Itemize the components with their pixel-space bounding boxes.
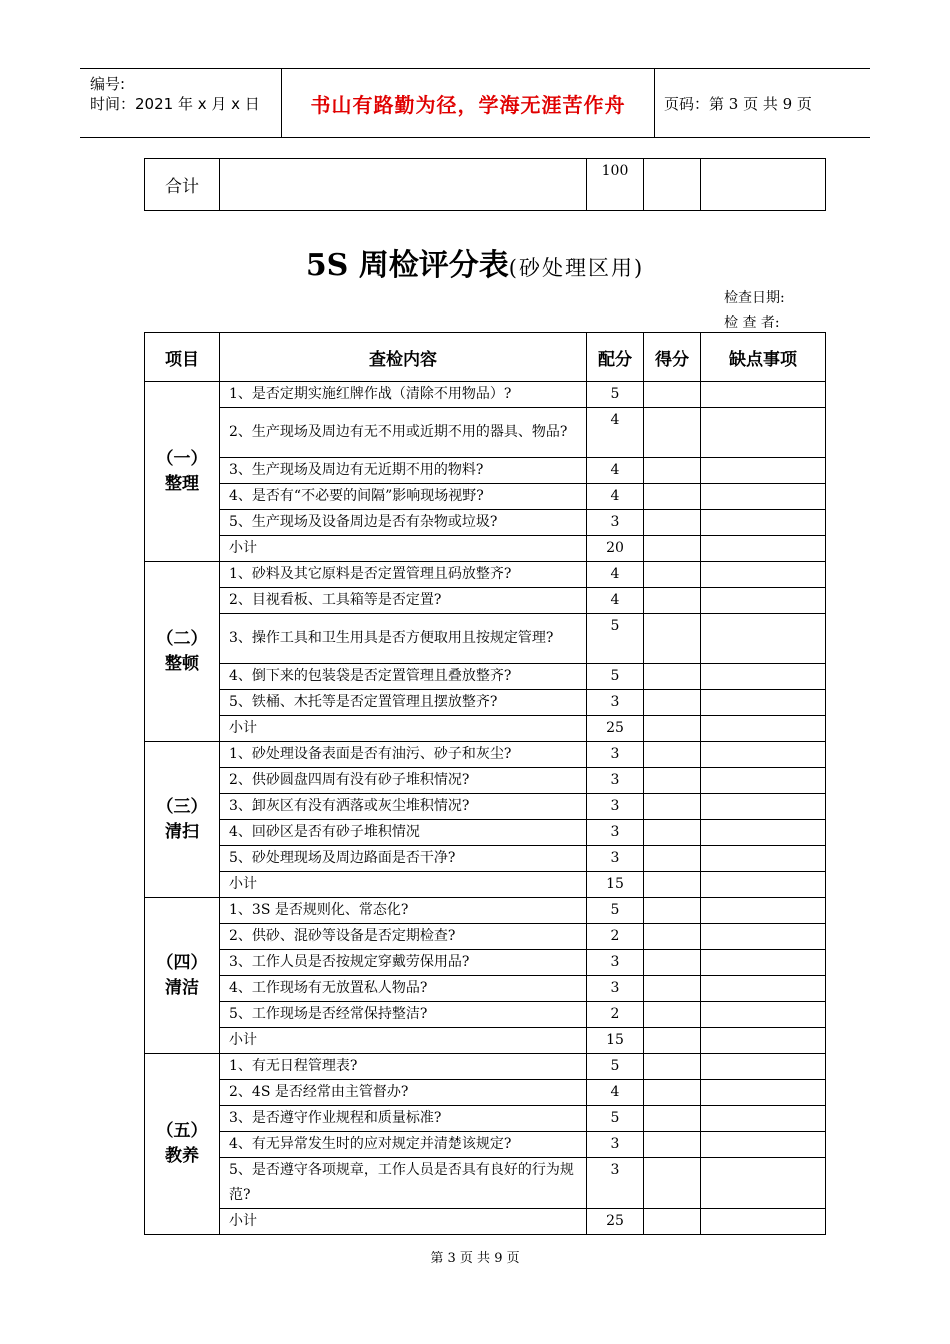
check-item-text: 2、4S 是否经常由主管督办? [220,1080,587,1106]
allotted-score: 2 [587,924,644,950]
allotted-score: 3 [587,510,644,536]
defect-notes-cell[interactable] [701,588,826,614]
obtained-score-cell[interactable] [644,950,701,976]
category-number: （一） [156,448,208,469]
check-item-text: 5、是否遵守各项规章，工作人员是否具有良好的行为规范? [220,1158,587,1209]
defect-notes-cell[interactable] [701,716,826,742]
obtained-score-cell[interactable] [644,510,701,536]
obtained-score-cell[interactable] [644,768,701,794]
allotted-score: 4 [587,1080,644,1106]
table-header-row [145,333,826,382]
obtained-score-cell[interactable] [644,1106,701,1132]
subtotal-label: 小计 [220,716,587,742]
table-row [145,1158,826,1209]
table-row [145,768,826,794]
check-item-text: 3、操作工具和卫生用具是否方便取用且按规定管理? [220,614,587,664]
table-row [145,614,826,664]
table-body [145,382,826,1235]
check-item-text: 2、生产现场及周边有无不用或近期不用的器具、物品? [220,408,587,458]
obtained-score-cell[interactable] [644,820,701,846]
check-item-text: 3、工作人员是否按规定穿戴劳保用品? [220,950,587,976]
obtained-score-cell[interactable] [644,1054,701,1080]
obtained-score-cell[interactable] [644,536,701,562]
col-header-obtained: 得分 [644,333,701,382]
table-row [145,846,826,872]
obtained-score-cell[interactable] [644,924,701,950]
allotted-score: 3 [587,794,644,820]
table-row [145,1080,826,1106]
check-item-text: 5、工作现场是否经常保持整洁? [220,1002,587,1028]
motto: 书山有路勤为径，学海无涯苦作舟 [281,69,655,137]
subtotal-label: 小计 [220,872,587,898]
obtained-score-cell[interactable] [644,408,701,458]
allotted-score: 3 [587,742,644,768]
obtained-score-cell[interactable] [644,614,701,664]
table-row [145,1054,826,1080]
page-number-label: 页码：第 3 页 共 9 页 [664,94,812,113]
defect-notes-cell[interactable] [701,1132,826,1158]
col-header-content: 查检内容 [220,333,587,382]
defect-notes-cell[interactable] [701,1002,826,1028]
defect-notes-cell[interactable] [701,794,826,820]
table-row [145,950,826,976]
allotted-score: 20 [587,536,644,562]
defect-notes-cell[interactable] [701,872,826,898]
check-item-text: 1、有无日程管理表? [220,1054,587,1080]
inspection-date-label: 检查日期: [724,290,785,306]
check-item-text: 4、有无异常发生时的应对规定并清楚该规定? [220,1132,587,1158]
defect-notes-cell[interactable] [701,382,826,408]
category-cell [145,1054,220,1235]
obtained-score-cell[interactable] [644,1002,701,1028]
allotted-score: 3 [587,1158,644,1209]
total-score: 100 [587,159,644,211]
defect-notes-cell[interactable] [701,536,826,562]
table-row [145,872,826,898]
form-title-sub: (砂处理区用) [508,256,645,280]
check-item-text: 4、是否有“不必要的间隔”影响现场视野? [220,484,587,510]
total-content-cell [220,159,587,211]
allotted-score: 5 [587,614,644,664]
defect-notes-cell[interactable] [701,768,826,794]
defect-notes-cell[interactable] [701,976,826,1002]
page-footer: 第 3 页 共 9 页 [430,1251,520,1266]
category-number: （二） [156,628,208,649]
defect-notes-cell[interactable] [701,1080,826,1106]
obtained-score-cell[interactable] [644,484,701,510]
allotted-score: 25 [587,1209,644,1235]
table-row [145,382,826,408]
defect-notes-cell[interactable] [701,846,826,872]
obtained-score-cell[interactable] [644,742,701,768]
allotted-score: 3 [587,950,644,976]
score-table [144,332,826,1235]
check-item-text: 1、砂料及其它原料是否定置管理且码放整齐? [220,562,587,588]
obtained-score-cell[interactable] [644,690,701,716]
check-item-text: 3、卸灰区有没有洒落或灰尘堆积情况? [220,794,587,820]
category-name: 教养 [165,1146,199,1166]
defect-notes-cell[interactable] [701,408,826,458]
total-got-cell [644,159,701,211]
table-row [145,1002,826,1028]
table-row [145,562,826,588]
allotted-score: 25 [587,716,644,742]
table-row [145,794,826,820]
defect-notes-cell[interactable] [701,1054,826,1080]
total-label: 合计 [145,159,220,211]
obtained-score-cell[interactable] [644,1132,701,1158]
table-row [145,820,826,846]
subtotal-label: 小计 [220,1209,587,1235]
obtained-score-cell[interactable] [644,1028,701,1054]
check-item-text: 2、目视看板、工具箱等是否定置? [220,588,587,614]
category-name: 整理 [165,473,199,494]
form-title [0,240,950,284]
allotted-score: 15 [587,1028,644,1054]
allotted-score: 4 [587,458,644,484]
check-item-text: 1、3S 是否规则化、常态化? [220,898,587,924]
check-item-text: 3、生产现场及周边有无近期不用的物料? [220,458,587,484]
obtained-score-cell[interactable] [644,976,701,1002]
table-row [145,664,826,690]
obtained-score-cell[interactable] [644,898,701,924]
defect-notes-cell[interactable] [701,458,826,484]
defect-notes-cell[interactable] [701,1106,826,1132]
category-cell [145,562,220,742]
check-item-text: 1、是否定期实施红牌作战（清除不用物品）? [220,382,587,408]
category-cell [145,742,220,898]
category-cell [145,382,220,562]
defect-notes-cell[interactable] [701,898,826,924]
allotted-score: 3 [587,820,644,846]
obtained-score-cell[interactable] [644,588,701,614]
defect-notes-cell[interactable] [701,562,826,588]
total-table [144,158,826,211]
defect-notes-cell[interactable] [701,510,826,536]
obtained-score-cell[interactable] [644,716,701,742]
obtained-score-cell[interactable] [644,1158,701,1209]
allotted-score: 3 [587,768,644,794]
allotted-score: 4 [587,588,644,614]
table-row [145,690,826,716]
table-row [145,536,826,562]
allotted-score: 4 [587,408,644,458]
table-row [145,1028,826,1054]
allotted-score: 5 [587,664,644,690]
obtained-score-cell[interactable] [644,562,701,588]
table-row [145,976,826,1002]
obtained-score-cell[interactable] [644,1080,701,1106]
check-item-text: 3、是否遵守作业规程和质量标准? [220,1106,587,1132]
table-row [145,716,826,742]
table-row [145,588,826,614]
defect-notes-cell[interactable] [701,664,826,690]
col-header-defects: 缺点事项 [701,333,826,382]
category-number: （四） [156,952,208,973]
defect-notes-cell[interactable] [701,1028,826,1054]
allotted-score: 4 [587,484,644,510]
allotted-score: 3 [587,976,644,1002]
check-item-text: 4、工作现场有无放置私人物品? [220,976,587,1002]
table-row [145,510,826,536]
col-header-item: 项目 [145,333,220,382]
obtained-score-cell[interactable] [644,664,701,690]
table-row [145,1106,826,1132]
category-number: （三） [156,796,208,817]
defect-notes-cell[interactable] [701,484,826,510]
page-header [80,68,870,138]
category-name: 整顿 [165,653,199,674]
total-defect-cell [701,159,826,211]
table-row [145,484,826,510]
obtained-score-cell[interactable] [644,794,701,820]
category-cell [145,898,220,1054]
subtotal-label: 小计 [220,536,587,562]
subtotal-label: 小计 [220,1028,587,1054]
table-row [145,1132,826,1158]
table-row [145,458,826,484]
check-item-text: 5、铁桶、木托等是否定置管理且摆放整齐? [220,690,587,716]
defect-notes-cell[interactable] [701,690,826,716]
table-row [145,408,826,458]
check-item-text: 2、供砂圆盘四周有没有砂子堆积情况? [220,768,587,794]
defect-notes-cell[interactable] [701,1158,826,1209]
obtained-score-cell[interactable] [644,458,701,484]
check-item-text: 5、生产现场及设备周边是否有杂物或垃圾? [220,510,587,536]
table-row [145,898,826,924]
table-row [145,1209,826,1235]
defect-notes-cell[interactable] [701,742,826,768]
header-left [80,69,280,137]
defect-notes-cell[interactable] [701,614,826,664]
time-label: 时间：2021 年 x 月 x 日 [90,95,260,113]
defect-notes-cell[interactable] [701,1209,826,1235]
allotted-score: 3 [587,846,644,872]
allotted-score: 4 [587,562,644,588]
allotted-score: 5 [587,1106,644,1132]
defect-notes-cell[interactable] [701,924,826,950]
defect-notes-cell[interactable] [701,820,826,846]
obtained-score-cell[interactable] [644,846,701,872]
check-item-text: 5、砂处理现场及周边路面是否干净? [220,846,587,872]
allotted-score: 15 [587,872,644,898]
allotted-score: 2 [587,1002,644,1028]
defect-notes-cell[interactable] [701,950,826,976]
allotted-score: 5 [587,898,644,924]
check-item-text: 1、砂处理设备表面是否有油污、砂子和灰尘? [220,742,587,768]
table-row [145,742,826,768]
check-item-text: 4、倒下来的包装袋是否定置管理且叠放整齐? [220,664,587,690]
allotted-score: 5 [587,1054,644,1080]
check-item-text: 2、供砂、混砂等设备是否定期检查? [220,924,587,950]
inspector-label: 检 查 者: [724,315,780,331]
allotted-score: 3 [587,1132,644,1158]
category-name: 清扫 [165,821,199,842]
allotted-score: 3 [587,690,644,716]
number-label: 编号: [90,75,126,93]
total-row [145,159,826,211]
form-title-main: 5S 周检评分表 [305,248,509,283]
col-header-allotted: 配分 [587,333,644,382]
category-number: （五） [156,1121,208,1141]
obtained-score-cell[interactable] [644,382,701,408]
check-item-text: 4、回砂区是否有砂子堆积情况 [220,820,587,846]
table-row [145,924,826,950]
obtained-score-cell[interactable] [644,872,701,898]
obtained-score-cell[interactable] [644,1209,701,1235]
allotted-score: 5 [587,382,644,408]
category-name: 清洁 [165,977,199,998]
